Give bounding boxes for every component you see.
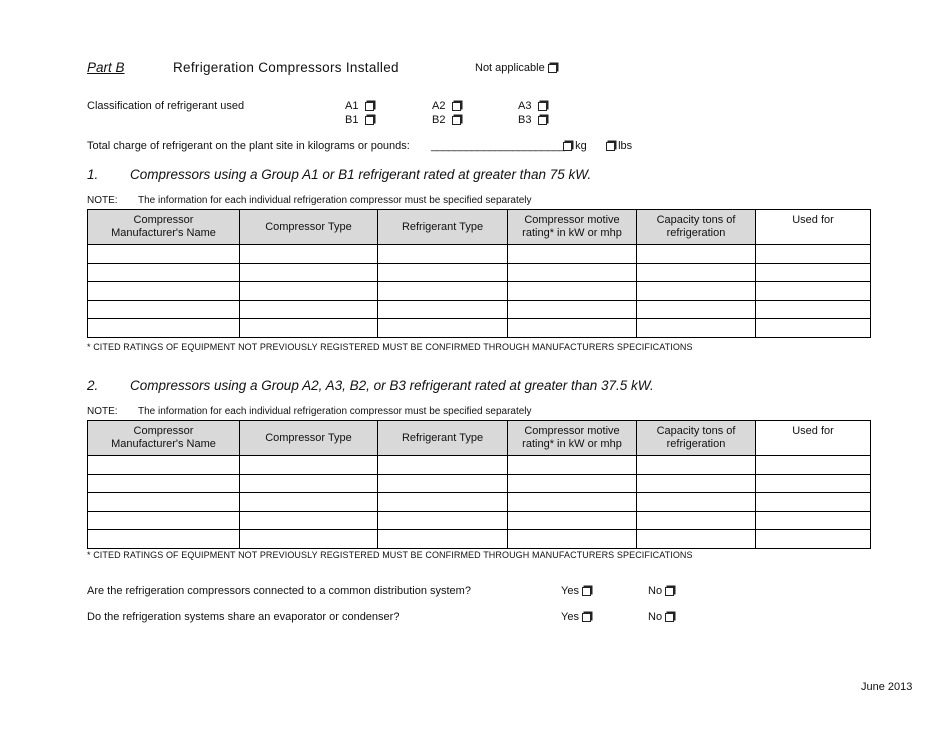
class-a1-checkbox[interactable]: [365, 102, 374, 111]
table-cell[interactable]: [88, 300, 240, 319]
table-row: [88, 245, 871, 264]
table-cell[interactable]: [378, 456, 508, 475]
table-cell[interactable]: [88, 282, 240, 301]
col-compressor-type: Compressor Type: [240, 421, 378, 456]
section2-heading: Compressors using a Group A2, A3, B2, or B3 refrigerant rated at greater than 37.5 kW.: [130, 378, 654, 393]
table-cell[interactable]: [378, 282, 508, 301]
table-cell[interactable]: [240, 493, 378, 512]
table-cell[interactable]: [508, 456, 637, 475]
table-cell[interactable]: [637, 456, 756, 475]
table-cell[interactable]: [637, 474, 756, 493]
table-row: [88, 493, 871, 512]
q1-no-option[interactable]: [648, 585, 674, 597]
class-option-b2[interactable]: [432, 114, 461, 126]
table-cell[interactable]: [240, 300, 378, 319]
footer-date: June 2013: [861, 681, 913, 693]
class-a2-label: A2: [432, 100, 446, 112]
footnote-1: * CITED RATINGS OF EQUIPMENT NOT PREVIOUSLY REGISTERED MUST BE CONFIRMED THROUGH MANUFACTURERS SPECIFICATIONS: [87, 342, 693, 352]
table-cell[interactable]: [756, 245, 871, 264]
class-a3-label: A3: [518, 100, 532, 112]
question-shared-evaporator: Do the refrigeration systems share an evaporator or condenser?: [87, 611, 400, 623]
col-manufacturer: Compressor Manufacturer's Name: [88, 210, 240, 245]
table-cell[interactable]: [637, 300, 756, 319]
q1-yes-checkbox[interactable]: [582, 587, 591, 596]
not-applicable-checkbox[interactable]: [548, 64, 557, 73]
table-cell[interactable]: [508, 511, 637, 530]
table-cell[interactable]: [378, 493, 508, 512]
table-row: [88, 282, 871, 301]
table-cell[interactable]: [637, 493, 756, 512]
table-cell[interactable]: [508, 245, 637, 264]
class-b2-checkbox[interactable]: [452, 116, 461, 125]
table-row: [88, 319, 871, 338]
table-cell[interactable]: [637, 319, 756, 338]
table-cell[interactable]: [508, 319, 637, 338]
col-refrigerant-type: Refrigerant Type: [378, 210, 508, 245]
not-applicable-option[interactable]: [475, 62, 557, 74]
table-cell[interactable]: [508, 530, 637, 549]
classification-label: Classification of refrigerant used: [87, 100, 245, 112]
table-cell[interactable]: [88, 263, 240, 282]
question-common-distribution: Are the refrigeration compressors connected to a common distribution system?: [87, 585, 471, 597]
table-row: [88, 300, 871, 319]
section2-note-text: The information for each individual refrigeration compressor must be specified separately: [138, 406, 532, 417]
q2-no-label: No: [648, 611, 663, 623]
section1-note-label: NOTE:: [87, 195, 118, 206]
table-header-row: [88, 210, 871, 245]
class-a3-checkbox[interactable]: [538, 102, 547, 111]
section1-note-text: The information for each individual refrigeration compressor must be specified separately: [138, 195, 532, 206]
section2-note-label: NOTE:: [87, 406, 118, 417]
class-b2-label: B2: [432, 114, 446, 126]
section1-number: 1.: [87, 167, 99, 182]
table-cell[interactable]: [378, 530, 508, 549]
table-cell[interactable]: [240, 282, 378, 301]
table-cell[interactable]: [240, 474, 378, 493]
q2-no-option[interactable]: [648, 611, 674, 623]
table-cell[interactable]: [756, 530, 871, 549]
unit-lbs-checkbox[interactable]: [606, 142, 615, 151]
table-cell[interactable]: [508, 263, 637, 282]
table-cell[interactable]: [637, 282, 756, 301]
section-title: Refrigeration Compressors Installed: [173, 60, 399, 75]
table-cell[interactable]: [756, 511, 871, 530]
table-row: [88, 530, 871, 549]
table-cell[interactable]: [637, 530, 756, 549]
table-row: [88, 511, 871, 530]
table-cell[interactable]: [88, 493, 240, 512]
total-charge-input[interactable]: _______________________: [431, 140, 565, 152]
q1-no-label: No: [648, 585, 663, 597]
q2-yes-option[interactable]: [561, 611, 591, 623]
class-a1-label: A1: [345, 100, 359, 112]
unit-kg-label: kg: [575, 140, 587, 152]
table-cell[interactable]: [508, 474, 637, 493]
table-cell[interactable]: [240, 245, 378, 264]
total-charge-label: Total charge of refrigerant on the plant site in kilograms or pounds:: [87, 140, 410, 152]
table-cell[interactable]: [378, 511, 508, 530]
table-cell[interactable]: [508, 493, 637, 512]
q2-yes-checkbox[interactable]: [582, 613, 591, 622]
table-cell[interactable]: [637, 245, 756, 264]
table-cell[interactable]: [756, 474, 871, 493]
class-option-a3[interactable]: [518, 100, 547, 112]
footnote-2: * CITED RATINGS OF EQUIPMENT NOT PREVIOUSLY REGISTERED MUST BE CONFIRMED THROUGH MANUFACTURERS SPECIFICATIONS: [87, 550, 693, 560]
compressor-table-2: [87, 420, 871, 549]
col-manufacturer: Compressor Manufacturer's Name: [88, 421, 240, 456]
unit-kg-option[interactable]: [560, 140, 587, 152]
table-cell[interactable]: [756, 493, 871, 512]
class-b3-label: B3: [518, 114, 532, 126]
class-option-a2[interactable]: [432, 100, 461, 112]
class-option-a1[interactable]: [345, 100, 374, 112]
col-used-for: Used for: [756, 421, 871, 456]
class-a2-checkbox[interactable]: [452, 102, 461, 111]
col-motive-rating: Compressor motive rating* in kW or mhp: [508, 421, 637, 456]
class-b1-checkbox[interactable]: [365, 116, 374, 125]
q2-yes-label: Yes: [561, 611, 579, 623]
class-b1-label: B1: [345, 114, 359, 126]
table-cell[interactable]: [240, 263, 378, 282]
q2-no-checkbox[interactable]: [665, 613, 674, 622]
col-compressor-type: Compressor Type: [240, 210, 378, 245]
table-cell[interactable]: [88, 511, 240, 530]
table-cell[interactable]: [240, 319, 378, 338]
table-cell[interactable]: [378, 474, 508, 493]
col-used-for: Used for: [756, 210, 871, 245]
unit-lbs-label: lbs: [618, 140, 633, 152]
q1-no-checkbox[interactable]: [665, 587, 674, 596]
col-capacity: Capacity tons of refrigeration: [637, 210, 756, 245]
table-cell[interactable]: [637, 511, 756, 530]
col-capacity: Capacity tons of refrigeration: [637, 421, 756, 456]
class-b3-checkbox[interactable]: [538, 116, 547, 125]
table-cell[interactable]: [240, 530, 378, 549]
table-cell[interactable]: [756, 300, 871, 319]
table-row: [88, 474, 871, 493]
class-option-b1[interactable]: [345, 114, 374, 126]
table-cell[interactable]: [88, 319, 240, 338]
part-label: Part B: [87, 60, 125, 75]
table-cell[interactable]: [508, 282, 637, 301]
table-cell[interactable]: [756, 456, 871, 475]
table-cell[interactable]: [637, 263, 756, 282]
section1-heading: Compressors using a Group A1 or B1 refrigerant rated at greater than 75 kW.: [130, 167, 592, 182]
not-applicable-label: Not applicable: [475, 62, 545, 74]
table-cell[interactable]: [756, 263, 871, 282]
compressor-table-1: [87, 209, 871, 338]
table-cell[interactable]: [756, 319, 871, 338]
table-cell[interactable]: [378, 300, 508, 319]
table-cell[interactable]: [378, 263, 508, 282]
col-refrigerant-type: Refrigerant Type: [378, 421, 508, 456]
table-cell[interactable]: [378, 319, 508, 338]
unit-lbs-option[interactable]: [603, 140, 632, 152]
table-cell[interactable]: [240, 511, 378, 530]
section2-number: 2.: [87, 378, 99, 393]
table-cell[interactable]: [88, 530, 240, 549]
q1-yes-option[interactable]: [561, 585, 591, 597]
q1-yes-label: Yes: [561, 585, 579, 597]
table-cell[interactable]: [756, 282, 871, 301]
table-row: [88, 263, 871, 282]
class-option-b3[interactable]: [518, 114, 547, 126]
table-cell[interactable]: [508, 300, 637, 319]
table-cell[interactable]: [88, 245, 240, 264]
table-cell[interactable]: [240, 456, 378, 475]
table-cell[interactable]: [378, 245, 508, 264]
table-cell[interactable]: [88, 474, 240, 493]
table-cell[interactable]: [88, 456, 240, 475]
table-row: [88, 456, 871, 475]
unit-kg-checkbox[interactable]: [563, 142, 572, 151]
table-header-row: [88, 421, 871, 456]
col-motive-rating: Compressor motive rating* in kW or mhp: [508, 210, 637, 245]
